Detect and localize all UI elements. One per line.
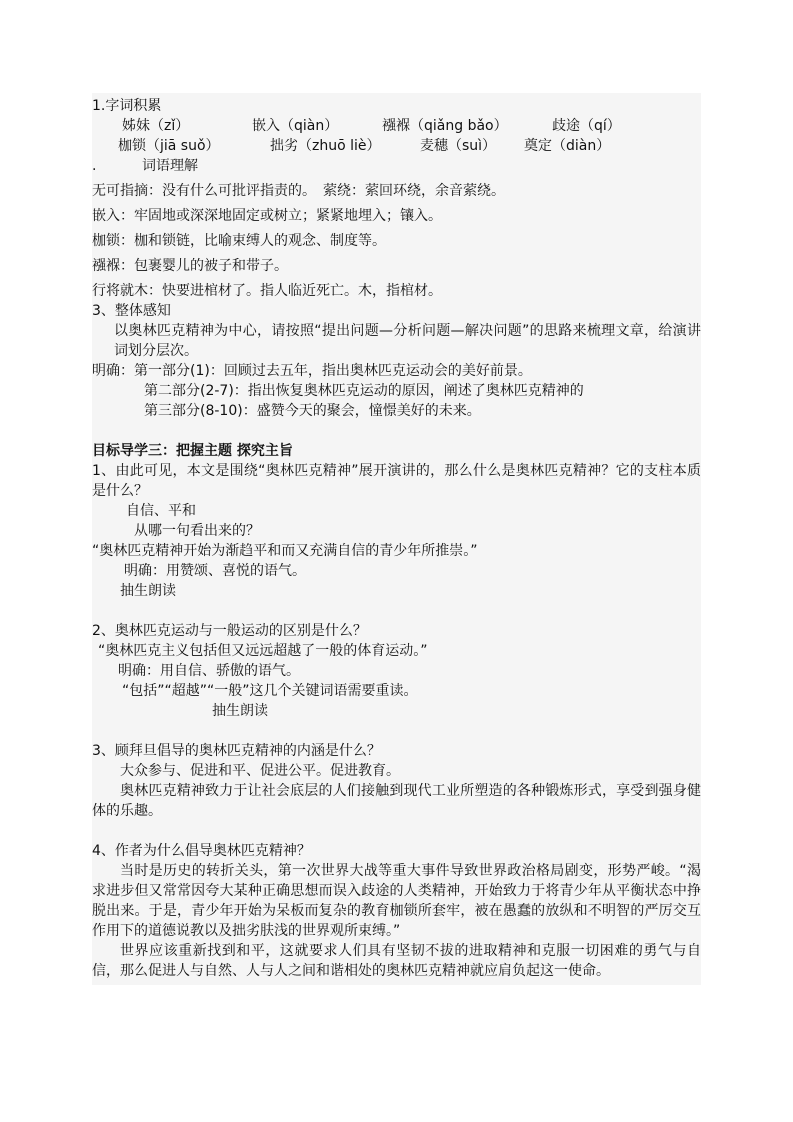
definition-line: 襁褓：包裹婴儿的被子和带子。 <box>92 258 288 274</box>
quote-1: “奥林匹克精神开始为渐趋平和而又充满自信的青少年所推崇。” <box>92 543 478 559</box>
clarify-1: 明确：用赞颂、喜悦的语气。 <box>124 563 306 579</box>
answer-1: 自信、平和 <box>126 503 196 519</box>
definition-line: 枷锁：枷和锁链，比喻束缚人的观念、制度等。 <box>92 233 386 249</box>
overview-part-1: 明确：第一部分(1)：回顾过去五年，指出奥林匹克运动会的美好前景。 <box>92 363 532 379</box>
definition-line: 无可指摘：没有什么可批评指责的。 萦绕：萦回环绕，余音萦绕。 <box>92 183 505 199</box>
vocab-item: 嵌入（qiàn） <box>252 118 339 134</box>
definition-line: 嵌入：牢固地或深深地固定或树立；紧紧地埋入；镶入。 <box>92 208 442 224</box>
read-aloud-2: 抽生朗读 <box>212 703 268 719</box>
vocab-item: 奠定（diàn） <box>524 138 611 154</box>
question-2: 2、奥林匹克运动与一般运动的区别是什么？ <box>92 623 367 639</box>
subheading-line <box>92 156 701 176</box>
followup-1: 从哪一句看出来的？ <box>134 523 260 539</box>
document-body <box>92 93 701 985</box>
answer-3: 大众参与、促进和平、促进公平。促进教育。 <box>120 763 400 779</box>
overview-part-2: 第二部分(2-7)：指出恢复奥林匹克运动的原因，阐述了奥林匹克精神的 <box>144 383 584 399</box>
goal-heading: 目标导学三：把握主题 探究主旨 <box>92 443 293 459</box>
overview-prompt: 以奥林匹克精神为中心，请按照“提出问题—分析问题—解决问题”的思路来梳理文章，给演讲词划分层次。 <box>114 323 701 359</box>
question-1: 1、由此可见，本文是围绕“奥林匹克精神”展开演讲的，那么什么是奥林匹克精神？它的支柱本质是什么？ <box>92 463 701 499</box>
read-aloud-1: 抽生朗读 <box>120 583 176 599</box>
vocab-item: 拙劣（zhuō liè） <box>270 138 381 154</box>
subheading-definitions: 词语理解 <box>142 158 198 174</box>
vocab-item: 姊妹（zǐ） <box>122 118 190 134</box>
note-2: “包括”“超越”“一般”这几个关键词语需要重读。 <box>122 683 418 699</box>
question-4: 4、作者为什么倡导奥林匹克精神？ <box>92 843 311 859</box>
overview-part-3: 第三部分(8-10)：盛赞今天的聚会，憧憬美好的未来。 <box>144 403 481 419</box>
definition-line: 行将就木：快要进棺材了。指人临近死亡。木，指棺材。 <box>92 283 442 299</box>
list-dot: . <box>92 158 97 174</box>
vocab-item: 枷锁（jiā suǒ） <box>118 138 220 154</box>
vocab-row-2 <box>92 136 701 156</box>
quote-2: “奥林匹克主义包括但又远远超越了一般的体育运动。” <box>98 643 428 659</box>
section-heading-overview: 3、整体感知 <box>92 303 171 319</box>
vocab-item: 歧途（qí） <box>552 118 621 134</box>
question-3: 3、顾拜旦倡导的奥林匹克精神的内涵是什么？ <box>92 743 381 759</box>
clarify-2: 明确：用自信、骄傲的语气。 <box>118 663 300 679</box>
paragraph-4-2: 世界应该重新找到和平，这就要求人们具有坚韧不拔的进取精神和克服一切困难的勇气与自信，那么促进人与自然、人与人之间和谐相处的奥林匹克精神就应肩负起这一使命。 <box>92 943 701 979</box>
section-heading-vocab: 1.字词积累 <box>92 98 162 114</box>
vocab-item: 襁褓（qiǎng bǎo） <box>382 118 508 134</box>
explain-3: 奥林匹克精神致力于让社会底层的人们接触到现代工业所塑造的各种锻炼形式，享受到强身健体的乐趣。 <box>92 783 701 819</box>
vocab-row-1 <box>92 116 701 136</box>
vocab-item: 麦穗（suì） <box>420 138 497 154</box>
paragraph-4-1: 当时是历史的转折关头，第一次世界大战等重大事件导致世界政治格局剧变，形势严峻。“渴求进步但又常常因夸大某种正确思想而误入歧途的人类精神，开始致力于将青少年从平衡状态中挣脱出来。于是，青少年开始为呆板而复杂的教育枷锁所套牢，被在愚蠢的放纵和不明智的严厉交互作用下的道德说教以及拙劣肤浅的世界观所束缚。” <box>92 863 701 939</box>
